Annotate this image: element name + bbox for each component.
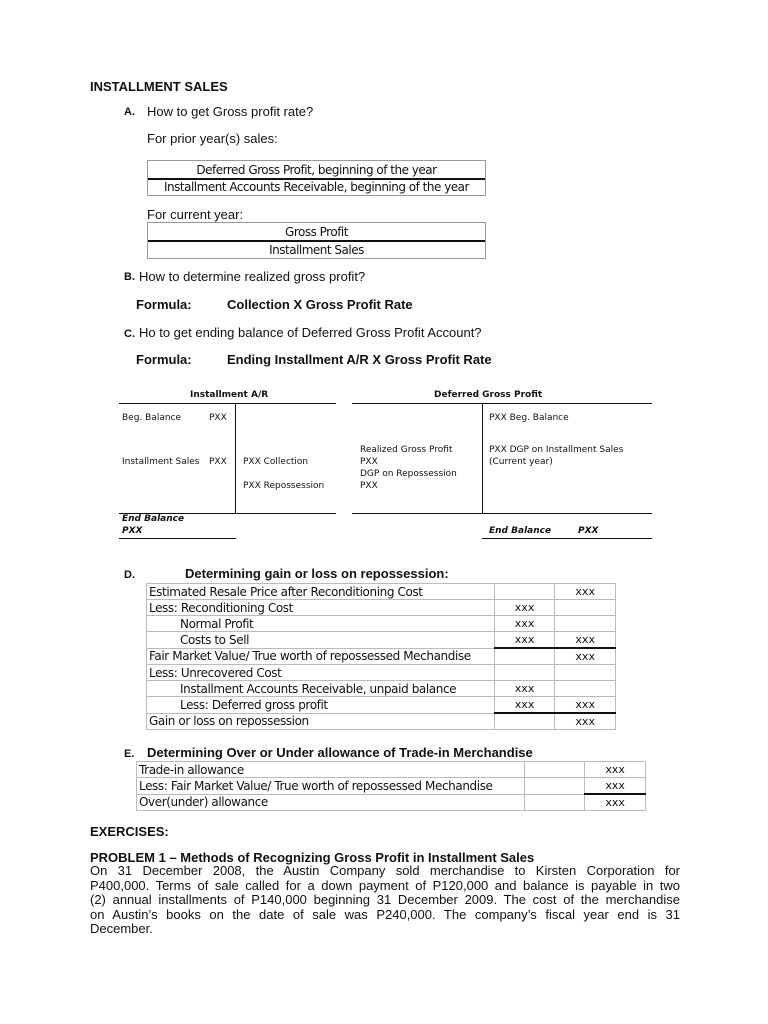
dgp-installment-note: (Current year) — [489, 457, 553, 467]
ar-beg-amount: PXX — [209, 413, 227, 423]
repossession-table — [146, 583, 616, 730]
ar-beg-label: Beg. Balance — [122, 413, 182, 423]
row-amount-2 — [555, 616, 616, 632]
row-label: Normal Profit — [147, 616, 495, 632]
dgp-end-underline — [482, 538, 652, 539]
table-row — [147, 600, 616, 616]
table-row — [147, 648, 616, 665]
prior-year-label: For prior year(s) sales: — [147, 131, 278, 146]
section-d-heading: Determining gain or loss on repossession: — [185, 566, 449, 581]
problem1-text — [90, 864, 680, 937]
dgp-end-label: End Balance — [489, 526, 552, 536]
problem1-line: P400,000. Terms of sale called for a down payment of P120,000 and balance is payable in two — [90, 877, 680, 893]
row-amount-1 — [494, 648, 555, 665]
problem1-line: (2) annual installments of P140,000 beginning 31 December 2009. The cost of the merchandise — [90, 892, 680, 907]
ar-end-underline — [119, 538, 236, 539]
row-label: Less: Unrecovered Cost — [147, 665, 495, 681]
section-e-letter: E. — [124, 748, 135, 760]
row-amount-2: xxx — [555, 697, 616, 714]
taccount-dgp-title: Deferred Gross Profit — [434, 390, 543, 400]
taccount-dgp-divider — [482, 404, 483, 514]
problem1-line: on Austin’s books on the date of sale was P240,000. The company’s fiscal year end is 31 — [90, 906, 680, 922]
row-amount-1: xxx — [494, 600, 555, 616]
row-label: Trade-in allowance — [137, 762, 525, 778]
section-b-letter: B. — [124, 271, 135, 283]
table-row — [147, 713, 616, 730]
current-numerator: Gross Profit — [285, 225, 348, 239]
table-row — [147, 632, 616, 649]
table-row — [147, 616, 616, 632]
table-row — [147, 665, 616, 681]
ar-collection: PXX Collection — [243, 457, 309, 467]
row-amount-1: xxx — [494, 681, 555, 697]
problem1-line: December. — [90, 921, 153, 936]
current-denominator: Installment Sales — [269, 243, 364, 257]
row-amount-1: xxx — [494, 632, 555, 649]
row-label: Less: Fair Market Value/ True worth of repossessed Mechandise — [137, 778, 525, 795]
row-amount-2: xxx — [585, 778, 646, 795]
row-amount-2: xxx — [585, 762, 646, 778]
formula-c: Ending Installment A/R X Gross Profit Rate — [227, 352, 492, 367]
prior-numerator: Deferred Gross Profit, beginning of the year — [196, 163, 437, 177]
prior-denominator: Installment Accounts Receivable, beginning of the year — [164, 180, 469, 194]
formula-label-b: Formula: — [136, 297, 192, 312]
taccount-ar-topline — [119, 403, 336, 404]
section-c-letter: C. — [124, 328, 135, 340]
trade-in-table — [136, 761, 646, 811]
formula-b: Collection X Gross Profit Rate — [227, 297, 413, 312]
table-row — [147, 584, 616, 600]
dgp-installment: PXX DGP on Installment Sales — [489, 445, 624, 455]
prior-year-formula-box — [147, 160, 486, 196]
page-title: INSTALLMENT SALES — [90, 79, 228, 94]
ar-repossession: PXX Repossession — [243, 481, 325, 491]
section-d-letter: D. — [124, 569, 135, 581]
row-label: Gain or loss on repossession — [147, 713, 495, 730]
section-a-letter: A. — [124, 106, 135, 118]
row-amount-1: xxx — [494, 616, 555, 632]
row-label: Installment Accounts Receivable, unpaid balance — [147, 681, 495, 697]
ar-installment-amount: PXX — [209, 457, 227, 467]
table-row — [147, 681, 616, 697]
exercises-heading: EXERCISES: — [90, 824, 169, 839]
row-label: Costs to Sell — [147, 632, 495, 649]
row-amount-1 — [494, 584, 555, 600]
ar-end-label: End Balance — [122, 514, 185, 524]
taccount-ar-divider — [235, 404, 236, 514]
row-amount-2: xxx — [555, 584, 616, 600]
row-label: Fair Market Value/ True worth of repossessed Mechandise — [147, 648, 495, 665]
row-amount-1: xxx — [494, 697, 555, 714]
row-amount-1 — [524, 762, 585, 778]
row-label: Less: Reconditioning Cost — [147, 600, 495, 616]
section-a-question: How to get Gross profit rate? — [147, 104, 314, 119]
row-amount-2 — [555, 665, 616, 681]
section-e-heading: Determining Over or Under allowance of Trade-in Merchandise — [147, 745, 533, 760]
dgp-repo-label: DGP on Repossession — [360, 469, 457, 479]
fraction-line — [148, 240, 485, 242]
dgp-repo-amount: PXX — [360, 481, 378, 491]
table-row — [147, 697, 616, 714]
dgp-end-amount: PXX — [578, 526, 599, 536]
row-amount-2: xxx — [555, 648, 616, 665]
row-label: Less: Deferred gross profit — [147, 697, 495, 714]
section-b-question: How to determine realized gross profit? — [139, 269, 366, 284]
row-amount-1 — [494, 713, 555, 730]
row-amount-1 — [524, 794, 585, 811]
dgp-beg: PXX Beg. Balance — [489, 413, 569, 423]
row-amount-2: xxx — [585, 794, 646, 811]
problem1-heading: PROBLEM 1 – Methods of Recognizing Gross Profit in Installment Sales — [90, 850, 535, 865]
row-amount-2 — [555, 681, 616, 697]
formula-label-c: Formula: — [136, 352, 192, 367]
row-amount-2 — [555, 600, 616, 616]
taccount-dgp-bottomline — [352, 513, 652, 514]
current-year-label: For current year: — [147, 207, 244, 222]
table-row — [137, 794, 646, 811]
table-row — [137, 778, 646, 795]
taccount-dgp-topline — [352, 403, 652, 404]
section-c-question: Ho to get ending balance of Deferred Gross Profit Account? — [139, 325, 482, 340]
row-amount-2: xxx — [555, 713, 616, 730]
row-label: Estimated Resale Price after Reconditioning Cost — [147, 584, 495, 600]
dgp-realized-label: Realized Gross Profit — [360, 445, 453, 455]
row-label: Over(under) allowance — [137, 794, 525, 811]
ar-end-amount: PXX — [122, 526, 143, 536]
table-row — [137, 762, 646, 778]
row-amount-1 — [494, 665, 555, 681]
dgp-realized-amount: PXX — [360, 457, 378, 467]
taccount-ar-title: Installment A/R — [190, 390, 269, 400]
row-amount-2: xxx — [555, 632, 616, 649]
current-year-formula-box — [147, 222, 486, 259]
ar-installment-label: Installment Sales — [122, 457, 200, 467]
problem1-line: On 31 December 2008, the Austin Company sold merchandise to Kirsten Corporation for — [90, 863, 680, 878]
row-amount-1 — [524, 778, 585, 795]
